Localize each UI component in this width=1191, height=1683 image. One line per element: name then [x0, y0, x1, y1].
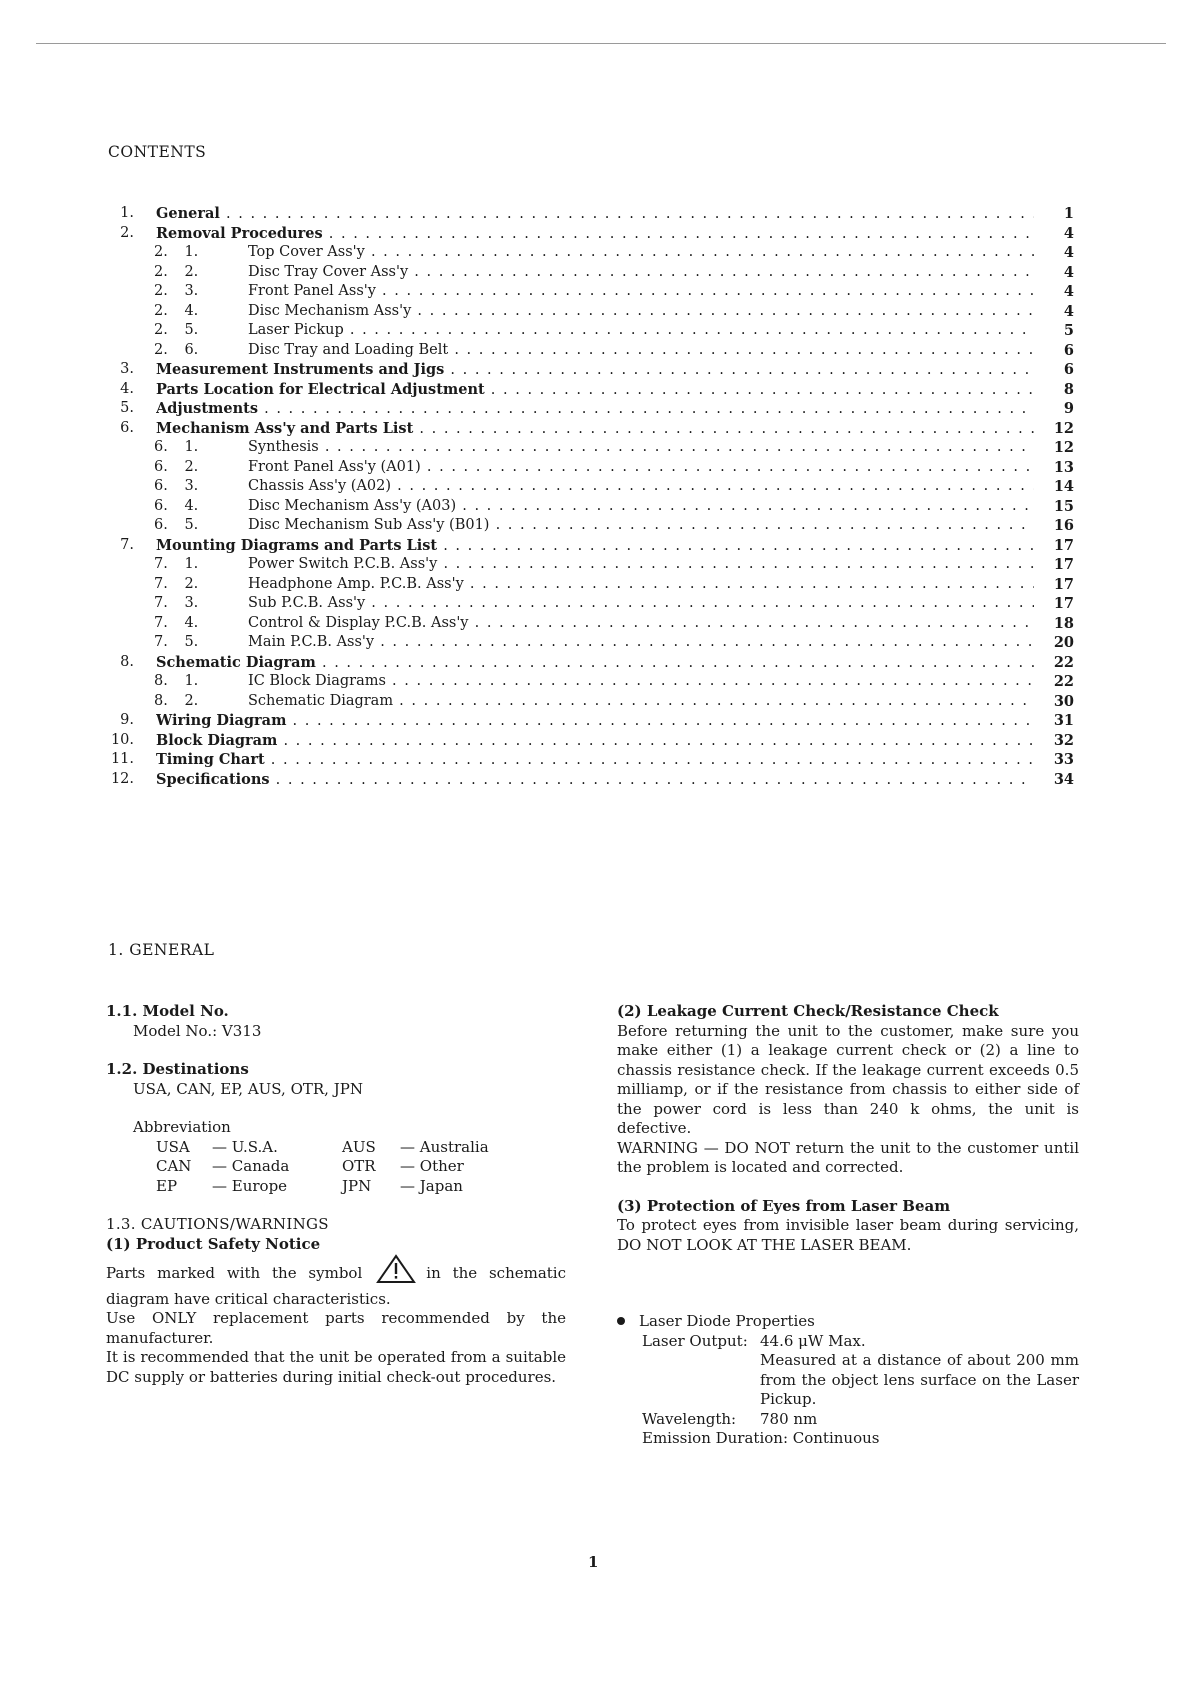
- emission-duration: Emission Duration: Continuous: [642, 1429, 880, 1447]
- toc-entry-number: 2. 1.: [154, 244, 199, 260]
- safety-notice-heading: (1) Product Safety Notice: [106, 1234, 321, 1253]
- toc-entry-title: Laser Pickup . . .: [248, 321, 1034, 341]
- toc-entry-title: Measurement Instruments and Jigs . . .: [156, 360, 1034, 381]
- contents-title: CONTENTS: [108, 143, 207, 161]
- toc-entry-number: 7. 4.: [154, 614, 199, 631]
- toc-entry-number: 4.: [120, 380, 134, 397]
- toc-entry-page: 33: [1053, 751, 1074, 768]
- toc-entry: [104, 438, 1074, 458]
- toc-entry-page: 16: [1053, 517, 1074, 534]
- toc-entry-page: 6: [1063, 361, 1074, 378]
- toc-entry-page: 5: [1063, 322, 1074, 339]
- toc-entry-number: 7. 3.: [154, 595, 199, 611]
- toc-entry-page: 34: [1053, 770, 1074, 788]
- toc-entry: [104, 672, 1074, 692]
- toc-entry: [104, 633, 1074, 653]
- toc-entry-page: 12: [1053, 439, 1074, 456]
- toc-entry: [104, 731, 1074, 751]
- safety-notice-replacement: Use ONLY replacement parts recommended by the manufacturer.: [106, 1309, 566, 1347]
- toc-entry-title: Specifications . . .: [156, 770, 1034, 791]
- model-heading: 1.1. Model No.: [106, 1002, 229, 1020]
- toc-entry-page: 17: [1053, 575, 1074, 593]
- toc-entry-page: 20: [1053, 634, 1074, 651]
- toc-entry-title: Disc Tray and Loading Belt . . .: [248, 341, 1034, 361]
- toc-entry: [104, 497, 1074, 517]
- warning-triangle-icon: [376, 1254, 416, 1290]
- toc-entry-number: 8. 2.: [154, 692, 199, 709]
- toc-entry-page: 12: [1053, 419, 1074, 437]
- toc-entry-page: 31: [1053, 712, 1074, 729]
- toc-entry: [104, 224, 1074, 244]
- toc-entry: [104, 692, 1074, 712]
- toc-entry-page: 8: [1063, 380, 1074, 398]
- toc-entry-number: 6. 5.: [154, 517, 199, 533]
- toc-entry: [104, 282, 1074, 302]
- toc-entry: [104, 711, 1074, 731]
- abbreviation-label: Abbreviation: [133, 1118, 231, 1136]
- right-column: [617, 1002, 1079, 1449]
- laser-output-label: Laser Output:: [642, 1331, 748, 1350]
- destinations-heading: 1.2. Destinations: [106, 1060, 249, 1078]
- toc-entry-title: Parts Location for Electrical Adjustment . . .: [156, 380, 1034, 401]
- toc-entry-number: 2. 4.: [154, 302, 199, 319]
- toc-entry: [104, 302, 1074, 322]
- toc-entry-number: 2.: [120, 224, 134, 241]
- wavelength-row: [617, 1410, 1079, 1430]
- toc-entry-number: 7. 5.: [154, 634, 199, 650]
- toc-entry-number: 7. 2.: [154, 575, 199, 592]
- table-of-contents: [104, 204, 1074, 789]
- wavelength-value: 780 nm: [760, 1409, 818, 1428]
- page-number: 1: [588, 1553, 599, 1571]
- abbreviation-table: [156, 1138, 489, 1197]
- toc-entry-page: 4: [1063, 263, 1074, 281]
- toc-entry: [104, 419, 1074, 439]
- toc-entry-title: Schematic Diagram . . .: [248, 692, 1034, 712]
- toc-entry-title: IC Block Diagrams . . .: [248, 672, 1034, 692]
- toc-entry-page: 1: [1063, 205, 1074, 222]
- laser-measure-note: Measured at a distance of about 200 mm from the object lens surface on the Laser Pickup.: [760, 1351, 1079, 1408]
- toc-entry: [104, 380, 1074, 400]
- toc-entry-title: Removal Procedures . . .: [156, 224, 1034, 245]
- toc-entry-number: 10.: [110, 731, 134, 748]
- top-rule: [36, 43, 1166, 44]
- toc-entry-page: 14: [1053, 478, 1074, 495]
- toc-entry: [104, 458, 1074, 478]
- toc-entry: [104, 341, 1074, 361]
- toc-entry-number: 6. 4.: [154, 497, 199, 514]
- safety-notice-checkout: It is recommended that the unit be operated from a suitable DC supply or batteries during initial check-out procedures.: [106, 1348, 566, 1386]
- toc-entry-page: 17: [1053, 536, 1074, 554]
- toc-entry: [104, 360, 1074, 380]
- section-heading-general: 1. GENERAL: [108, 941, 215, 959]
- toc-entry-title: Sub P.C.B. Ass'y . . .: [248, 594, 1034, 614]
- toc-entry-page: 4: [1063, 283, 1074, 300]
- toc-entry: [104, 536, 1074, 556]
- leakage-heading: (2) Leakage Current Check/Resistance Check: [617, 1002, 999, 1020]
- wavelength-label: Wavelength:: [642, 1409, 737, 1428]
- toc-entry-title: Front Panel Ass'y (A01) . . .: [248, 458, 1034, 478]
- toc-entry-title: Block Diagram . . .: [156, 731, 1034, 752]
- toc-entry-number: 8. 1.: [154, 673, 199, 689]
- safety-notice-text: Parts marked with the symbol in the schematic diagram have critical characteristics.: [106, 1254, 566, 1309]
- toc-entry-number: 7. 1.: [154, 556, 199, 572]
- toc-entry-number: 2. 3.: [154, 283, 199, 299]
- toc-entry-title: Main P.C.B. Ass'y . . .: [248, 633, 1034, 653]
- abbr-row: EP — Europe JPN — Japan: [156, 1176, 463, 1195]
- toc-entry: [104, 516, 1074, 536]
- toc-entry: [104, 204, 1074, 224]
- toc-entry-number: 2. 2.: [154, 263, 199, 280]
- toc-entry-number: 9.: [120, 712, 134, 728]
- eyes-text: To protect eyes from invisible laser beam during servicing, DO NOT LOOK AT THE LASER BEAM.: [617, 1216, 1079, 1254]
- toc-entry-page: 9: [1063, 400, 1074, 417]
- toc-entry-page: 4: [1063, 244, 1074, 261]
- left-column: [106, 1002, 566, 1387]
- abbr-row: CAN — Canada OTR — Other: [156, 1157, 464, 1175]
- toc-entry-title: Disc Mechanism Ass'y (A03) . . .: [248, 497, 1034, 517]
- toc-entry-page: 32: [1053, 731, 1074, 749]
- toc-entry-page: 15: [1053, 497, 1074, 515]
- toc-entry-number: 12.: [110, 770, 134, 787]
- toc-entry: [104, 575, 1074, 595]
- bullet-icon: [617, 1317, 625, 1325]
- toc-entry-title: Headphone Amp. P.C.B. Ass'y . . .: [248, 575, 1034, 595]
- toc-entry-title: Disc Mechanism Ass'y . . .: [248, 302, 1034, 322]
- toc-entry: [104, 594, 1074, 614]
- toc-entry-page: 22: [1053, 653, 1074, 671]
- toc-entry-number: 8.: [120, 653, 134, 670]
- toc-entry-title: Mechanism Ass'y and Parts List . . .: [156, 419, 1034, 440]
- toc-entry-title: Schematic Diagram . . .: [156, 653, 1034, 674]
- toc-entry-title: Front Panel Ass'y . . .: [248, 282, 1034, 302]
- laser-output-value: 44.6 μW Max.: [760, 1331, 866, 1350]
- toc-entry-number: 6.: [120, 419, 134, 436]
- toc-entry: [104, 653, 1074, 673]
- toc-entry-number: 6. 3.: [154, 478, 199, 494]
- abbr-row: USA — U.S.A. AUS — Australia: [156, 1137, 489, 1156]
- toc-entry-title: Control & Display P.C.B. Ass'y . . .: [248, 614, 1034, 634]
- toc-entry-number: 11.: [110, 751, 134, 767]
- toc-entry: [104, 399, 1074, 419]
- toc-entry-page: 22: [1053, 673, 1074, 690]
- toc-entry-page: 17: [1053, 595, 1074, 612]
- toc-entry-number: 3.: [120, 361, 134, 377]
- toc-entry: [104, 477, 1074, 497]
- toc-entry-page: 17: [1053, 556, 1074, 573]
- toc-entry-page: 13: [1053, 458, 1074, 476]
- eyes-heading: (3) Protection of Eyes from Laser Beam: [617, 1196, 951, 1215]
- toc-entry-title: Mounting Diagrams and Parts List . . .: [156, 536, 1034, 557]
- toc-entry: [104, 555, 1074, 575]
- toc-entry-number: 6. 2.: [154, 458, 199, 475]
- toc-entry-number: 1.: [120, 205, 134, 221]
- cautions-heading: 1.3. CAUTIONS/WARNINGS: [106, 1215, 329, 1233]
- toc-entry-number: 2. 5.: [154, 322, 199, 338]
- toc-entry-page: 30: [1053, 692, 1074, 710]
- toc-entry: [104, 614, 1074, 634]
- toc-entry-number: 2. 6.: [154, 341, 199, 358]
- toc-entry-title: Disc Mechanism Sub Ass'y (B01) . . .: [248, 516, 1034, 536]
- toc-entry-title: General . . .: [156, 204, 1034, 225]
- leakage-text: Before returning the unit to the customer, make sure you make either (1) a leakage current check or (2) a line to chassis resistance check. If the leakage current exceeds 0.5 milliamp, or if the resistance from chassis to either side of the power cord is less than 240 k ohms, the unit is defective.: [617, 1021, 1079, 1137]
- toc-entry-page: 4: [1063, 224, 1074, 242]
- toc-entry: [104, 243, 1074, 263]
- toc-entry-number: 5.: [120, 400, 134, 416]
- toc-entry-page: 6: [1063, 341, 1074, 359]
- toc-entry-page: 4: [1063, 302, 1074, 320]
- toc-entry-title: Chassis Ass'y (A02) . . .: [248, 477, 1034, 497]
- toc-entry: [104, 263, 1074, 283]
- model-text: Model No.: V313: [133, 1021, 262, 1040]
- toc-entry-title: Timing Chart . . .: [156, 750, 1034, 771]
- toc-entry-title: Power Switch P.C.B. Ass'y . . .: [248, 555, 1034, 575]
- leakage-warning: WARNING — DO NOT return the unit to the customer until the problem is located and corrected.: [617, 1138, 1079, 1176]
- toc-entry-page: 18: [1053, 614, 1074, 632]
- toc-entry: [104, 770, 1074, 790]
- toc-entry-title: Wiring Diagram . . .: [156, 711, 1034, 732]
- laser-output-row: [617, 1332, 1079, 1352]
- toc-entry-number: 6. 1.: [154, 439, 199, 455]
- toc-entry-title: Disc Tray Cover Ass'y . . .: [248, 263, 1034, 283]
- toc-entry-title: Synthesis . . .: [248, 438, 1034, 458]
- toc-entry-title: Adjustments . . .: [156, 399, 1034, 420]
- laser-properties-title: Laser Diode Properties: [617, 1312, 1079, 1332]
- toc-entry-title: Top Cover Ass'y . . .: [248, 243, 1034, 263]
- destinations-text: USA, CAN, EP, AUS, OTR, JPN: [133, 1079, 363, 1098]
- toc-entry: [104, 321, 1074, 341]
- toc-entry-number: 7.: [120, 536, 134, 553]
- toc-entry: [104, 750, 1074, 770]
